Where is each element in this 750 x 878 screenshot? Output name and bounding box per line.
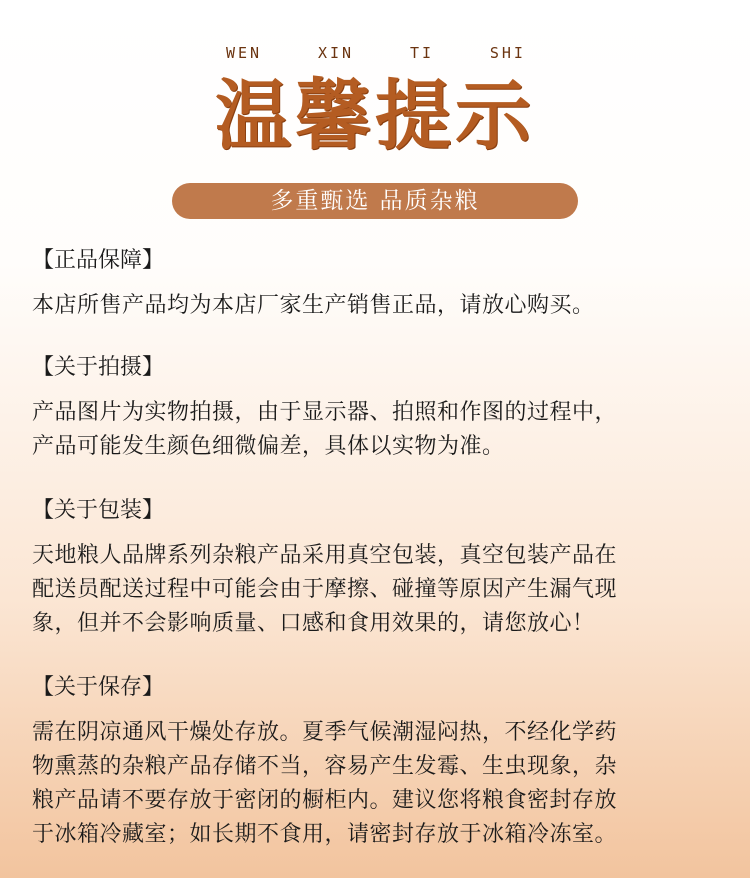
section-text-line: 物熏蒸的杂粮产品存储不当，容易产生发霉、生虫现象，杂	[32, 754, 618, 779]
pinyin-word: WEN	[226, 44, 263, 62]
pinyin-word: SHI	[489, 44, 526, 62]
section-title: 【关于拍摄】	[32, 355, 165, 380]
section-text-line: 于冰箱冷藏室；如长期不食用，请密封存放于冰箱冷冻室。	[32, 822, 618, 847]
section-title: 【正品保障】	[32, 248, 165, 273]
pinyin-word: TI	[409, 44, 434, 62]
section-text-line: 配送员配送过程中可能会由于摩擦、碰撞等原因产生漏气现	[32, 577, 618, 602]
section-text-line: 本店所售产品均为本店厂家生产销售正品，请放心购买。	[32, 293, 595, 318]
section-text-line: 象，但并不会影响质量、口感和食用效果的，请您放心！	[32, 611, 595, 636]
section-title: 【关于保存】	[32, 675, 165, 700]
section-about-packaging	[32, 495, 722, 641]
section-about-storage	[32, 672, 722, 852]
section-authentic-guarantee	[32, 245, 722, 323]
section-text-line: 产品图片为实物拍摄，由于显示器、拍照和作图的过程中，	[32, 400, 618, 425]
section-text-line: 粮产品请不要存放于密闭的橱柜内。建议您将粮食密封存放	[32, 788, 618, 813]
section-about-photos	[32, 352, 722, 464]
section-text-line: 天地粮人品牌系列杂粮产品采用真空包装，真空包装产品在	[32, 543, 618, 568]
slogan-banner: 多重甄选 品质杂粮	[172, 183, 578, 219]
section-text-line: 产品可能发生颜色细微偏差，具体以实物为准。	[32, 434, 505, 459]
pinyin-word: XIN	[317, 44, 355, 62]
title-pinyin	[226, 44, 526, 62]
page-title: 温馨提示	[215, 71, 535, 160]
section-text-line: 需在阴凉通风干燥处存放。夏季气候潮湿闷热，不经化学药	[32, 720, 618, 745]
section-title: 【关于包装】	[32, 498, 165, 523]
